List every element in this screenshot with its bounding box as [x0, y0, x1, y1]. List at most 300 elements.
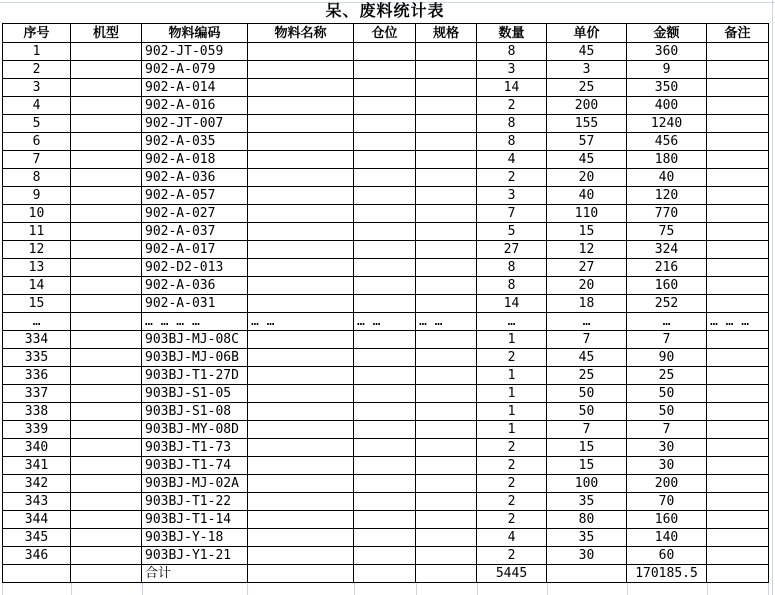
cell-amount[interactable]: 456: [627, 133, 707, 151]
total-cell-qty[interactable]: 5445: [477, 565, 547, 583]
header-cell-price[interactable]: 单价: [547, 24, 627, 43]
cell-remark[interactable]: [707, 457, 769, 475]
cell-amount[interactable]: 50: [627, 385, 707, 403]
cell-no[interactable]: 340: [3, 439, 71, 457]
cell-model[interactable]: [71, 421, 142, 439]
cell-name[interactable]: [248, 187, 354, 205]
total-cell-bin[interactable]: [354, 565, 416, 583]
cell-name[interactable]: [248, 43, 354, 61]
cell-name[interactable]: [248, 79, 354, 97]
cell-price[interactable]: 200: [547, 97, 627, 115]
cell-qty[interactable]: 1: [477, 421, 547, 439]
cell-bin[interactable]: [354, 493, 416, 511]
cell-no[interactable]: 341: [3, 457, 71, 475]
cell-code[interactable]: 903BJ-T1-14: [142, 511, 248, 529]
cell-name[interactable]: [248, 367, 354, 385]
cell-model[interactable]: [71, 349, 142, 367]
cell-remark[interactable]: [707, 367, 769, 385]
cell-model[interactable]: [71, 133, 142, 151]
total-cell-name[interactable]: [248, 565, 354, 583]
header-cell-no[interactable]: 序号: [3, 24, 71, 43]
cell-price[interactable]: 25: [547, 79, 627, 97]
cell-price[interactable]: 7: [547, 421, 627, 439]
cell-code[interactable]: 903BJ-MY-08D: [142, 421, 248, 439]
cell-no[interactable]: …: [3, 313, 71, 331]
cell-amount[interactable]: 9: [627, 61, 707, 79]
cell-model[interactable]: [71, 79, 142, 97]
cell-amount[interactable]: 400: [627, 97, 707, 115]
cell-price[interactable]: 45: [547, 151, 627, 169]
cell-name[interactable]: [248, 205, 354, 223]
cell-bin[interactable]: [354, 475, 416, 493]
cell-no[interactable]: 3: [3, 79, 71, 97]
cell-amount[interactable]: 252: [627, 295, 707, 313]
cell-code[interactable]: 903BJ-Y1-21: [142, 547, 248, 565]
cell-bin[interactable]: [354, 457, 416, 475]
cell-bin[interactable]: [354, 403, 416, 421]
cell-name[interactable]: [248, 349, 354, 367]
cell-no[interactable]: 12: [3, 241, 71, 259]
cell-model[interactable]: [71, 475, 142, 493]
cell-no[interactable]: 336: [3, 367, 71, 385]
cell-code[interactable]: 902-A-017: [142, 241, 248, 259]
cell-price[interactable]: 15: [547, 223, 627, 241]
cell-spec[interactable]: [416, 475, 477, 493]
cell-name[interactable]: [248, 331, 354, 349]
cell-amount[interactable]: 324: [627, 241, 707, 259]
cell-code[interactable]: 903BJ-MJ-06B: [142, 349, 248, 367]
cell-qty[interactable]: 2: [477, 169, 547, 187]
cell-qty[interactable]: 2: [477, 493, 547, 511]
cell-name[interactable]: [248, 169, 354, 187]
cell-model[interactable]: [71, 205, 142, 223]
cell-amount[interactable]: 7: [627, 421, 707, 439]
cell-name[interactable]: [248, 223, 354, 241]
cell-spec[interactable]: [416, 421, 477, 439]
cell-name[interactable]: [248, 61, 354, 79]
header-cell-spec[interactable]: 规格: [416, 24, 477, 43]
cell-qty[interactable]: 8: [477, 259, 547, 277]
header-cell-amount[interactable]: 金额: [627, 24, 707, 43]
cell-spec[interactable]: [416, 529, 477, 547]
cell-no[interactable]: 14: [3, 277, 71, 295]
cell-bin[interactable]: [354, 331, 416, 349]
cell-no[interactable]: 338: [3, 403, 71, 421]
cell-spec[interactable]: … …: [416, 313, 477, 331]
cell-amount[interactable]: 1240: [627, 115, 707, 133]
cell-name[interactable]: [248, 403, 354, 421]
cell-qty[interactable]: 1: [477, 331, 547, 349]
cell-amount[interactable]: 40: [627, 169, 707, 187]
cell-no[interactable]: 346: [3, 547, 71, 565]
cell-bin[interactable]: [354, 187, 416, 205]
cell-spec[interactable]: [416, 187, 477, 205]
cell-price[interactable]: 35: [547, 529, 627, 547]
cell-qty[interactable]: 4: [477, 151, 547, 169]
cell-spec[interactable]: [416, 79, 477, 97]
cell-spec[interactable]: [416, 385, 477, 403]
cell-remark[interactable]: [707, 493, 769, 511]
cell-spec[interactable]: [416, 493, 477, 511]
cell-name[interactable]: … …: [248, 313, 354, 331]
cell-remark[interactable]: [707, 511, 769, 529]
cell-model[interactable]: [71, 493, 142, 511]
cell-model[interactable]: [71, 259, 142, 277]
cell-price[interactable]: 155: [547, 115, 627, 133]
cell-bin[interactable]: [354, 205, 416, 223]
cell-code[interactable]: 903BJ-MJ-08C: [142, 331, 248, 349]
cell-amount[interactable]: 120: [627, 187, 707, 205]
cell-amount[interactable]: 160: [627, 277, 707, 295]
cell-amount[interactable]: 90: [627, 349, 707, 367]
cell-name[interactable]: [248, 457, 354, 475]
cell-qty[interactable]: 1: [477, 385, 547, 403]
cell-qty[interactable]: 2: [477, 547, 547, 565]
cell-name[interactable]: [248, 385, 354, 403]
cell-model[interactable]: [71, 61, 142, 79]
cell-code[interactable]: 902-A-031: [142, 295, 248, 313]
cell-amount[interactable]: 350: [627, 79, 707, 97]
cell-qty[interactable]: 27: [477, 241, 547, 259]
cell-remark[interactable]: [707, 403, 769, 421]
cell-amount[interactable]: 7: [627, 331, 707, 349]
cell-bin[interactable]: [354, 421, 416, 439]
cell-code[interactable]: … … … …: [142, 313, 248, 331]
total-cell-no[interactable]: [3, 565, 71, 583]
cell-spec[interactable]: [416, 223, 477, 241]
total-cell-spec[interactable]: [416, 565, 477, 583]
cell-spec[interactable]: [416, 115, 477, 133]
cell-price[interactable]: 25: [547, 367, 627, 385]
header-cell-model[interactable]: 机型: [71, 24, 142, 43]
cell-amount[interactable]: 140: [627, 529, 707, 547]
header-cell-remark[interactable]: 备注: [707, 24, 769, 43]
cell-spec[interactable]: [416, 331, 477, 349]
cell-remark[interactable]: [707, 133, 769, 151]
cell-code[interactable]: 902-D2-013: [142, 259, 248, 277]
cell-no[interactable]: 11: [3, 223, 71, 241]
cell-spec[interactable]: [416, 403, 477, 421]
cell-remark[interactable]: [707, 97, 769, 115]
cell-amount[interactable]: 60: [627, 547, 707, 565]
cell-price[interactable]: 110: [547, 205, 627, 223]
cell-code[interactable]: 902-A-018: [142, 151, 248, 169]
cell-code[interactable]: 902-JT-007: [142, 115, 248, 133]
cell-remark[interactable]: [707, 331, 769, 349]
total-cell-remark[interactable]: [707, 565, 769, 583]
cell-no[interactable]: 334: [3, 331, 71, 349]
cell-code[interactable]: 902-A-057: [142, 187, 248, 205]
cell-qty[interactable]: 2: [477, 97, 547, 115]
cell-name[interactable]: [248, 97, 354, 115]
cell-bin[interactable]: [354, 547, 416, 565]
cell-name[interactable]: [248, 511, 354, 529]
cell-price[interactable]: 35: [547, 493, 627, 511]
cell-price[interactable]: 12: [547, 241, 627, 259]
cell-no[interactable]: 335: [3, 349, 71, 367]
cell-qty[interactable]: 8: [477, 277, 547, 295]
cell-model[interactable]: [71, 187, 142, 205]
cell-amount[interactable]: 160: [627, 511, 707, 529]
cell-remark[interactable]: [707, 187, 769, 205]
cell-code[interactable]: 902-A-035: [142, 133, 248, 151]
cell-code[interactable]: 903BJ-Y-18: [142, 529, 248, 547]
cell-amount[interactable]: 75: [627, 223, 707, 241]
cell-remark[interactable]: [707, 61, 769, 79]
cell-bin[interactable]: [354, 367, 416, 385]
cell-no[interactable]: 13: [3, 259, 71, 277]
cell-qty[interactable]: …: [477, 313, 547, 331]
cell-amount[interactable]: 50: [627, 403, 707, 421]
cell-spec[interactable]: [416, 547, 477, 565]
cell-amount[interactable]: 30: [627, 457, 707, 475]
cell-no[interactable]: 337: [3, 385, 71, 403]
cell-spec[interactable]: [416, 151, 477, 169]
cell-name[interactable]: [248, 241, 354, 259]
cell-qty[interactable]: 4: [477, 529, 547, 547]
cell-spec[interactable]: [416, 511, 477, 529]
cell-qty[interactable]: 1: [477, 367, 547, 385]
cell-code[interactable]: 902-JT-059: [142, 43, 248, 61]
cell-amount[interactable]: 30: [627, 439, 707, 457]
cell-model[interactable]: [71, 313, 142, 331]
cell-code[interactable]: 902-A-037: [142, 223, 248, 241]
cell-code[interactable]: 902-A-027: [142, 205, 248, 223]
cell-code[interactable]: 903BJ-MJ-02A: [142, 475, 248, 493]
cell-no[interactable]: 342: [3, 475, 71, 493]
cell-remark[interactable]: [707, 277, 769, 295]
cell-remark[interactable]: [707, 385, 769, 403]
cell-amount[interactable]: …: [627, 313, 707, 331]
cell-bin[interactable]: [354, 385, 416, 403]
cell-remark[interactable]: [707, 115, 769, 133]
cell-bin[interactable]: … …: [354, 313, 416, 331]
cell-name[interactable]: [248, 475, 354, 493]
cell-bin[interactable]: [354, 241, 416, 259]
cell-name[interactable]: [248, 547, 354, 565]
cell-remark[interactable]: [707, 223, 769, 241]
cell-no[interactable]: 8: [3, 169, 71, 187]
cell-code[interactable]: 902-A-014: [142, 79, 248, 97]
cell-qty[interactable]: 14: [477, 79, 547, 97]
cell-model[interactable]: [71, 331, 142, 349]
cell-remark[interactable]: [707, 151, 769, 169]
cell-bin[interactable]: [354, 61, 416, 79]
cell-bin[interactable]: [354, 151, 416, 169]
cell-code[interactable]: 902-A-016: [142, 97, 248, 115]
total-cell-price[interactable]: [547, 565, 627, 583]
cell-name[interactable]: [248, 115, 354, 133]
cell-price[interactable]: 20: [547, 277, 627, 295]
cell-bin[interactable]: [354, 295, 416, 313]
cell-bin[interactable]: [354, 133, 416, 151]
cell-bin[interactable]: [354, 349, 416, 367]
cell-price[interactable]: 45: [547, 43, 627, 61]
cell-price[interactable]: 3: [547, 61, 627, 79]
cell-spec[interactable]: [416, 97, 477, 115]
cell-model[interactable]: [71, 43, 142, 61]
cell-spec[interactable]: [416, 367, 477, 385]
cell-qty[interactable]: 2: [477, 439, 547, 457]
cell-remark[interactable]: [707, 169, 769, 187]
cell-qty[interactable]: 14: [477, 295, 547, 313]
cell-bin[interactable]: [354, 529, 416, 547]
cell-qty[interactable]: 2: [477, 475, 547, 493]
cell-remark[interactable]: [707, 529, 769, 547]
cell-model[interactable]: [71, 169, 142, 187]
cell-amount[interactable]: 25: [627, 367, 707, 385]
cell-spec[interactable]: [416, 439, 477, 457]
cell-spec[interactable]: [416, 61, 477, 79]
cell-no[interactable]: 10: [3, 205, 71, 223]
cell-bin[interactable]: [354, 259, 416, 277]
cell-no[interactable]: 4: [3, 97, 71, 115]
header-cell-code[interactable]: 物料编码: [142, 24, 248, 43]
cell-qty[interactable]: 5: [477, 223, 547, 241]
cell-remark[interactable]: [707, 475, 769, 493]
cell-code[interactable]: 902-A-079: [142, 61, 248, 79]
cell-model[interactable]: [71, 241, 142, 259]
cell-bin[interactable]: [354, 169, 416, 187]
cell-no[interactable]: 343: [3, 493, 71, 511]
cell-code[interactable]: 903BJ-T1-73: [142, 439, 248, 457]
cell-model[interactable]: [71, 439, 142, 457]
cell-amount[interactable]: 200: [627, 475, 707, 493]
cell-price[interactable]: 27: [547, 259, 627, 277]
cell-name[interactable]: [248, 151, 354, 169]
cell-code[interactable]: 903BJ-T1-74: [142, 457, 248, 475]
cell-price[interactable]: 7: [547, 331, 627, 349]
cell-no[interactable]: 345: [3, 529, 71, 547]
cell-price[interactable]: 15: [547, 457, 627, 475]
cell-price[interactable]: 50: [547, 403, 627, 421]
cell-name[interactable]: [248, 259, 354, 277]
cell-remark[interactable]: [707, 205, 769, 223]
cell-bin[interactable]: [354, 223, 416, 241]
cell-no[interactable]: 344: [3, 511, 71, 529]
header-cell-name[interactable]: 物料名称: [248, 24, 354, 43]
cell-price[interactable]: 15: [547, 439, 627, 457]
cell-spec[interactable]: [416, 169, 477, 187]
cell-price[interactable]: 30: [547, 547, 627, 565]
cell-no[interactable]: 339: [3, 421, 71, 439]
cell-model[interactable]: [71, 403, 142, 421]
cell-qty[interactable]: 3: [477, 61, 547, 79]
cell-no[interactable]: 6: [3, 133, 71, 151]
cell-price[interactable]: 57: [547, 133, 627, 151]
cell-remark[interactable]: … … …: [707, 313, 769, 331]
cell-spec[interactable]: [416, 205, 477, 223]
cell-spec[interactable]: [416, 277, 477, 295]
cell-remark[interactable]: [707, 259, 769, 277]
cell-remark[interactable]: [707, 295, 769, 313]
cell-price[interactable]: 40: [547, 187, 627, 205]
cell-qty[interactable]: 3: [477, 187, 547, 205]
cell-remark[interactable]: [707, 439, 769, 457]
cell-price[interactable]: 100: [547, 475, 627, 493]
cell-price[interactable]: …: [547, 313, 627, 331]
cell-name[interactable]: [248, 493, 354, 511]
cell-bin[interactable]: [354, 79, 416, 97]
cell-bin[interactable]: [354, 439, 416, 457]
cell-spec[interactable]: [416, 295, 477, 313]
cell-price[interactable]: 20: [547, 169, 627, 187]
cell-spec[interactable]: [416, 349, 477, 367]
cell-remark[interactable]: [707, 349, 769, 367]
cell-name[interactable]: [248, 133, 354, 151]
cell-price[interactable]: 45: [547, 349, 627, 367]
cell-amount[interactable]: 70: [627, 493, 707, 511]
total-cell-code[interactable]: 合计: [142, 565, 248, 583]
cell-no[interactable]: 15: [3, 295, 71, 313]
total-cell-model[interactable]: [71, 565, 142, 583]
cell-qty[interactable]: 8: [477, 115, 547, 133]
cell-model[interactable]: [71, 529, 142, 547]
cell-name[interactable]: [248, 529, 354, 547]
cell-code[interactable]: 903BJ-T1-22: [142, 493, 248, 511]
cell-code[interactable]: 903BJ-S1-08: [142, 403, 248, 421]
cell-spec[interactable]: [416, 43, 477, 61]
cell-code[interactable]: 903BJ-T1-27D: [142, 367, 248, 385]
cell-bin[interactable]: [354, 115, 416, 133]
cell-name[interactable]: [248, 421, 354, 439]
header-cell-qty[interactable]: 数量: [477, 24, 547, 43]
cell-price[interactable]: 80: [547, 511, 627, 529]
cell-spec[interactable]: [416, 133, 477, 151]
cell-spec[interactable]: [416, 241, 477, 259]
cell-amount[interactable]: 770: [627, 205, 707, 223]
cell-amount[interactable]: 180: [627, 151, 707, 169]
cell-name[interactable]: [248, 439, 354, 457]
cell-model[interactable]: [71, 547, 142, 565]
cell-remark[interactable]: [707, 79, 769, 97]
cell-model[interactable]: [71, 223, 142, 241]
cell-qty[interactable]: 8: [477, 43, 547, 61]
cell-bin[interactable]: [354, 43, 416, 61]
cell-code[interactable]: 903BJ-S1-05: [142, 385, 248, 403]
cell-price[interactable]: 18: [547, 295, 627, 313]
cell-spec[interactable]: [416, 457, 477, 475]
cell-model[interactable]: [71, 295, 142, 313]
cell-no[interactable]: 2: [3, 61, 71, 79]
cell-qty[interactable]: 7: [477, 205, 547, 223]
cell-qty[interactable]: 2: [477, 349, 547, 367]
cell-price[interactable]: 50: [547, 385, 627, 403]
cell-remark[interactable]: [707, 241, 769, 259]
cell-model[interactable]: [71, 151, 142, 169]
cell-spec[interactable]: [416, 259, 477, 277]
cell-model[interactable]: [71, 511, 142, 529]
cell-qty[interactable]: 2: [477, 457, 547, 475]
cell-code[interactable]: 902-A-036: [142, 277, 248, 295]
cell-model[interactable]: [71, 277, 142, 295]
cell-amount[interactable]: 216: [627, 259, 707, 277]
cell-remark[interactable]: [707, 43, 769, 61]
total-cell-amount[interactable]: 170185.5: [627, 565, 707, 583]
cell-no[interactable]: 5: [3, 115, 71, 133]
cell-bin[interactable]: [354, 97, 416, 115]
cell-qty[interactable]: 2: [477, 511, 547, 529]
cell-model[interactable]: [71, 385, 142, 403]
cell-model[interactable]: [71, 97, 142, 115]
cell-remark[interactable]: [707, 421, 769, 439]
cell-remark[interactable]: [707, 547, 769, 565]
cell-amount[interactable]: 360: [627, 43, 707, 61]
cell-bin[interactable]: [354, 277, 416, 295]
cell-model[interactable]: [71, 115, 142, 133]
cell-name[interactable]: [248, 295, 354, 313]
cell-qty[interactable]: 8: [477, 133, 547, 151]
